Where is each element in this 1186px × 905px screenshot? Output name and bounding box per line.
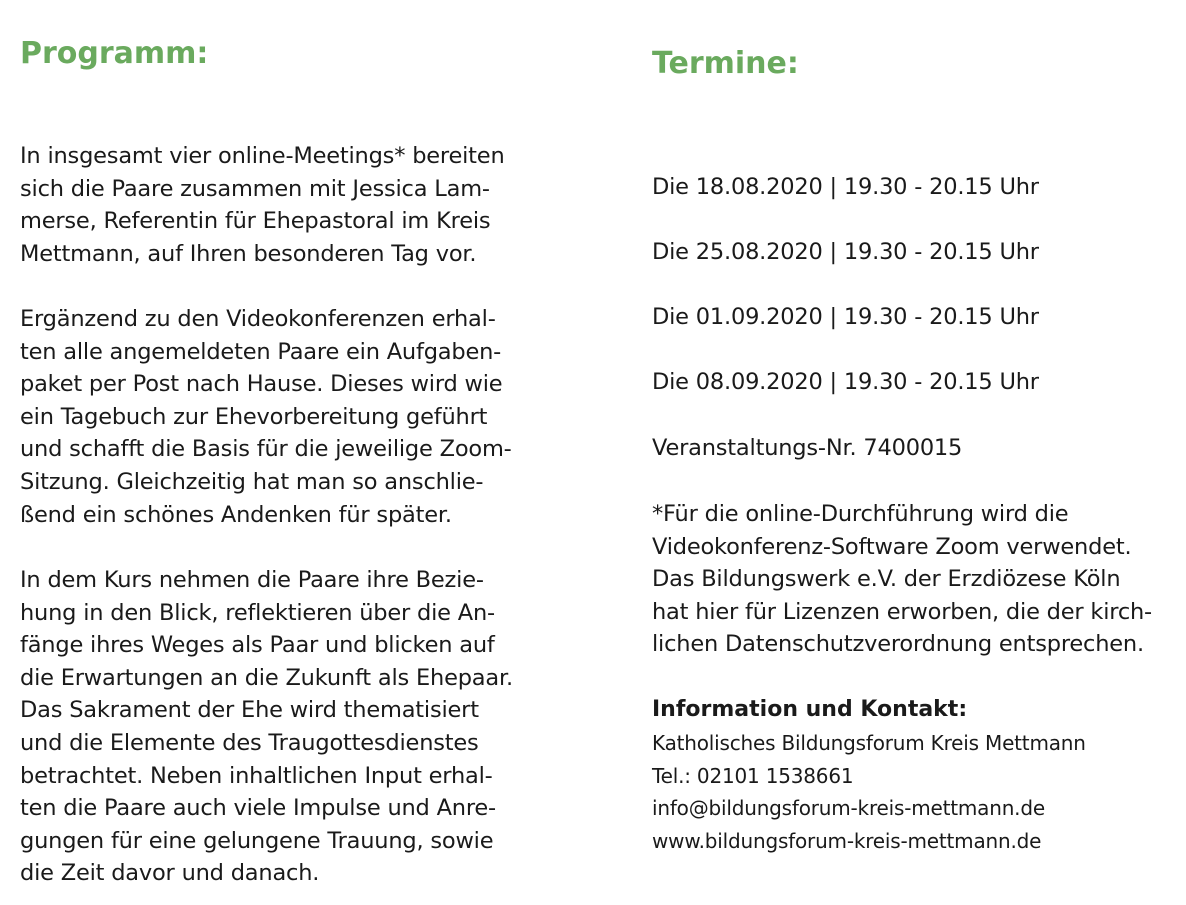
program-paragraph-course: In dem Kurs nehmen die Paare ihre Bezie- hung in den Blick, reflektieren über die An- fänge ihres Weges als Paar und blicken auf die Erwartungen an die Zukunft als Ehepaar. Das Sakrament der Ehe wird thematisiert und die Elemente des Traugottesdienstes betrachtet. Neben inhaltlichen Input erhal- ten die Paare auch viele Impulse und Anre- gungen für eine gelungene Trauung, sowie die Zeit davor und danach. [20,567,513,887]
contact-phone: Tel.: 02101 1538661 [652,764,854,788]
contact-website: www.bildungsforum-kreis-mettmann.de [652,829,1042,853]
zoom-footnote: *Für die online-Durchführung wird die Videokonferenz-Software Zoom verwendet. Das Bildungswerk e.V. der Erzdiözese Köln hat hier für Lizenzen erworben, die der kirch- lichen Datenschutzverordnung entsprechen. [652,501,1152,658]
contact-title: Information und Kontakt: [652,697,968,722]
date-item: Die 01.09.2020 | 19.30 - 20.15 Uhr [652,304,1039,330]
program-paragraph-package: Ergänzend zu den Videokonferenzen erhal- ten alle angemeldeten Paare ein Aufgaben- paket per Post nach Hause. Dieses wird wie ein Tagebuch zur Ehevorbereitung geführt und schafft die Basis für die jeweilige Zoom- Sitzung. Gleichzeitig hat man so anschlie- ßend ein schönes Andenken für später. [20,306,512,528]
date-item: Die 08.09.2020 | 19.30 - 20.15 Uhr [652,369,1039,395]
contact-email: info@bildungsforum-kreis-mettmann.de [652,796,1045,820]
program-heading: Programm: [20,36,209,71]
program-paragraph-intro: In insgesamt vier online-Meetings* bereiten sich die Paare zusammen mit Jessica Lam- merse, Referentin für Ehepastoral im Kreis Mettmann, auf Ihren besonderen Tag vor. [20,143,505,267]
event-number: Veranstaltungs-Nr. 7400015 [652,435,963,461]
dates-heading: Termine: [652,46,799,81]
date-item: Die 25.08.2020 | 19.30 - 20.15 Uhr [652,239,1039,265]
contact-organization: Katholisches Bildungsforum Kreis Mettmann [652,731,1086,755]
date-item: Die 18.08.2020 | 19.30 - 20.15 Uhr [652,174,1039,200]
